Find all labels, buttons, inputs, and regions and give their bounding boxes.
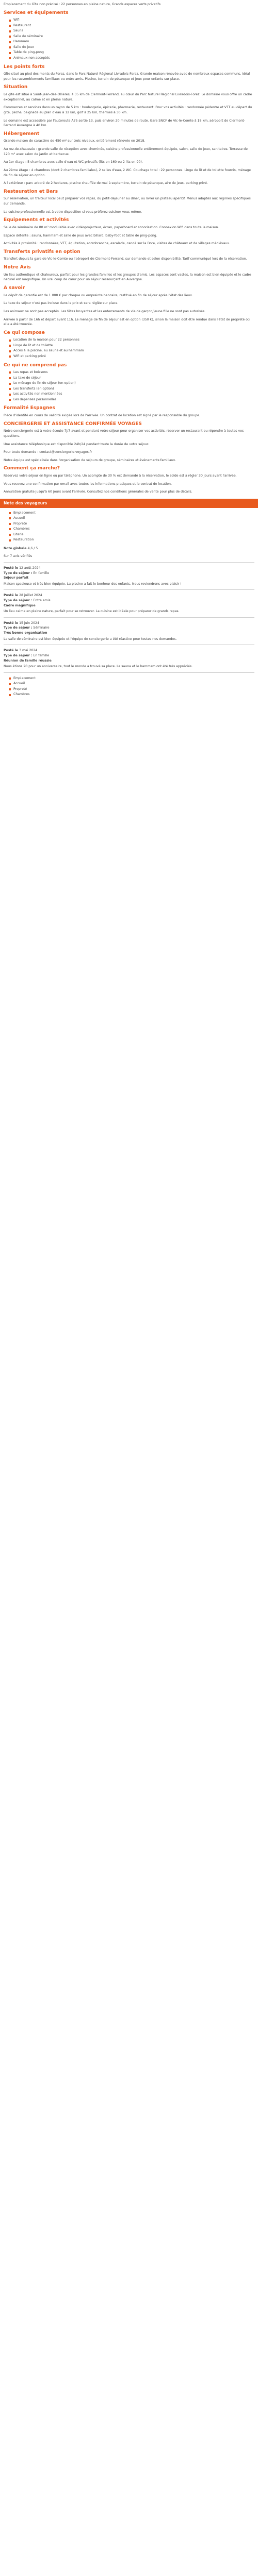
ne-comprend-pas-title: Ce qui ne comprend pas bbox=[4, 362, 67, 368]
bullet-icon bbox=[9, 350, 11, 352]
bullet-icon bbox=[9, 345, 11, 347]
equipements-title: Equipements et activités bbox=[4, 217, 69, 223]
a-savoir-p2: La taxe de séjour n'est pas incluse dans le prix et sera réglée sur place. bbox=[4, 301, 119, 306]
bullet-icon bbox=[9, 371, 11, 374]
bullet-icon bbox=[9, 694, 11, 696]
bullet-icon bbox=[9, 52, 11, 54]
hebergement-p3: Au 1er étage : 5 chambres avec salle d'eau et WC privatifs (lits en 160 ou 2 lits en 90). bbox=[4, 160, 143, 164]
restauration-p1: Sur réservation, un traiteur local peut préparer vos repas, du petit-déjeuner au dîner, ou livrer un plateau apéritif. Menus adaptés aux régimes spécifiques sur demande. bbox=[4, 197, 251, 206]
criteria-item: Emplacement bbox=[9, 676, 254, 682]
equipements-p3: Activités à proximité : randonnées, VTT, équitation, accrobranche, escalade, canoë sur la Dore, visites de châteaux et de villages médiévaux. bbox=[4, 242, 230, 246]
criteria-item: Literie bbox=[9, 532, 254, 538]
bullet-icon bbox=[9, 394, 11, 396]
ne-comprend-pas-item: Le ménage de fin de séjour (en option) bbox=[9, 381, 254, 386]
ne-comprend-pas-item: Les repas et boissons bbox=[9, 370, 254, 376]
hebergement-p2: Au rez-de-chaussée : grande salle de réception avec cheminée, cuisine professionnelle entièrement équipée, salon, salle de jeux, sanitaires. Terrasse de 120 m² avec salon de jardin et barbecue. bbox=[4, 147, 248, 156]
criteria-item: Chambres bbox=[9, 692, 254, 698]
services-title: Services et équipements bbox=[4, 10, 69, 15]
review-comment: Maison spacieuse et très bien équipée. La piscine a fait le bonheur des enfants. Nous reviendrons avec plaisir ! bbox=[4, 582, 182, 586]
transferts-title: Transferts privatifs en option bbox=[4, 249, 80, 255]
conciergerie-p4: Notre équipe est spécialisée dans l'organisation de séjours de groupe, séminaires et événements familiaux. bbox=[4, 458, 176, 462]
review-item: Posté le 12 août 2024 Type de séjour : En famille Séjour parfait Maison spacieuse et très bien équipée. La piscine a fait le bonheur des enfants. Nous reviendrons avec plaisir ! bbox=[4, 566, 254, 586]
divider bbox=[4, 617, 254, 618]
situation-p1: Le gîte est situé à Saint-Jean-des-Ollières, à 35 km de Clermont-Ferrand, au cœur du Parc Naturel Régional Livradois-Forez. Le domaine vous offre un cadre exceptionnel, au calme et en pleine nature. bbox=[4, 93, 252, 101]
bullet-icon bbox=[9, 399, 11, 401]
comment-p3: Annulation gratuite jusqu'à 60 jours avant l'arrivée. Consultez nos conditions générales de vente pour plus de détails. bbox=[4, 490, 192, 494]
transferts-p1: Transfert depuis la gare de Vic-le-Comte ou l'aéroport de Clermont-Ferrand, sur demande et selon disponibilité. Tarif communiqué lors de la réservation. bbox=[4, 257, 247, 261]
divider bbox=[4, 672, 254, 673]
hebergement-title: Hébergement bbox=[4, 131, 40, 137]
conciergerie-title: CONCIERGERIE ET ASSISTANCE CONFIRMÉE VOYAGES bbox=[4, 421, 142, 427]
bullet-icon bbox=[9, 688, 11, 690]
notes-content bbox=[0, 511, 258, 698]
hebergement-p5: À l'extérieur : parc arboré de 2 hectares, piscine chauffée de mai à septembre, terrain de pétanque, aire de jeux, parking privé. bbox=[4, 181, 208, 185]
review-type: En famille bbox=[33, 653, 50, 657]
services-item: Salle de séminaire bbox=[9, 34, 254, 40]
conciergerie-p3: Pour toute demande : contact@conciergerie-voyages.fr bbox=[4, 450, 92, 454]
bullet-icon bbox=[9, 512, 11, 514]
bullet-icon bbox=[9, 355, 11, 358]
situation-p3: Le domaine est accessible par l'autoroute A75 sortie 13, puis environ 20 minutes de route. Gare SNCF de Vic-le-Comte à 18 km, aéroport de Clermont-Ferrand Auvergne à 40 km. bbox=[4, 118, 245, 128]
bullet-icon bbox=[9, 388, 11, 390]
bullet-icon bbox=[9, 539, 11, 541]
services-item: Hammam bbox=[9, 39, 254, 45]
bullet-icon bbox=[9, 30, 11, 32]
review-title: Très bonne organisation bbox=[4, 631, 47, 635]
formalite-title: Formalité Espagnes bbox=[4, 405, 55, 411]
conciergerie-p2: Une assistance téléphonique est disponible 24h/24 pendant toute la durée de votre séjour. bbox=[4, 442, 149, 446]
review-comment: Un lieu calme en pleine nature, parfait pour se retrouver. La cuisine est idéale pour préparer de grands repas. bbox=[4, 609, 180, 614]
a-savoir-p4: Arrivée à partir de 16h et départ avant 11h. Le ménage de fin de séjour est en option (350 €), sinon la maison doit être rendue dans l'état de propreté où elle a été trouvée. bbox=[4, 317, 250, 327]
formalite-p1: Pièce d'identité en cours de validité exigée lors de l'arrivée. Un contrat de location est signé par le responsable du groupe. bbox=[4, 414, 200, 418]
criteria-item: Accueil bbox=[9, 516, 254, 521]
review-item: Posté le 15 juin 2024 Type de séjour : Séminaire Très bonne organisation La salle de séminaire est bien équipée et l'équipe de conciergerie a été réactive pour toutes nos demandes. bbox=[4, 621, 254, 641]
page bbox=[0, 2, 258, 703]
criteria-item: Accueil bbox=[9, 681, 254, 687]
divider bbox=[4, 562, 254, 563]
ne-comprend-pas-item: Les activités non mentionnées bbox=[9, 392, 254, 397]
review-type: Entre amis bbox=[33, 599, 51, 603]
equipements-p2: Espace détente : sauna, hammam et salle de jeux avec billard, baby-foot et table de ping-pong. bbox=[4, 233, 157, 238]
bullet-icon bbox=[9, 517, 11, 519]
review-count: Sur 7 avis vérifiés bbox=[4, 554, 33, 558]
bullet-icon bbox=[9, 25, 11, 27]
criteria-item: Propreté bbox=[9, 521, 254, 527]
compose-item: Linge de lit et de toilette bbox=[9, 343, 254, 349]
criteria-item: Restauration bbox=[9, 537, 254, 543]
services-item: Sauna bbox=[9, 28, 254, 34]
a-savoir-p1: Le dépôt de garantie est de 1 000 € par chèque ou empreinte bancaire, restitué en fin de séjour après l'état des lieux. bbox=[4, 293, 193, 297]
review-type: En famille bbox=[33, 571, 50, 575]
services-item: Table de ping-pong bbox=[9, 50, 254, 56]
points-forts-body: Gîte situé au pied des monts du Forez, dans le Parc Naturel Régional Livradois-Forez. Grande maison rénovée avec de nombreux espaces communs, idéal pour les rassemblements familiaux ou entre amis. Piscine, terrain de pétanque et jeux pour enfants sur place. bbox=[4, 72, 250, 81]
global-score bbox=[4, 546, 254, 551]
services-item: Salle de jeux bbox=[9, 45, 254, 50]
review-date: 3 mai 2024 bbox=[19, 649, 38, 653]
compose-item: Accès à la piscine, au sauna et au hammam bbox=[9, 348, 254, 354]
global-score-label: Note globale bbox=[4, 546, 27, 550]
hebergement-p4: Au 2ème étage : 4 chambres (dont 2 chambres familiales), 2 salles d'eau, 2 WC. Couchage total : 22 personnes. Linge de lit et de toilette fournis, ménage de fin de séjour en option. bbox=[4, 168, 251, 177]
notes-header-bar: Note des voyageurs bbox=[0, 499, 258, 508]
restauration-p2: La cuisine professionnelle est à votre disposition si vous préférez cuisiner vous-même. bbox=[4, 210, 142, 214]
bullet-icon bbox=[9, 528, 11, 530]
review-type: Séminaire bbox=[33, 626, 50, 630]
criteria-item: Chambres bbox=[9, 527, 254, 532]
criteria-item: Propreté bbox=[9, 687, 254, 692]
a-savoir-title: A savoir bbox=[4, 285, 25, 291]
compose-item: Location de la maison pour 22 personnes bbox=[9, 337, 254, 343]
review-item: Posté le 3 mai 2024 Type de séjour : En famille Réunion de famille réussie Nous étions 20 pour un anniversaire, tout le monde a trouvé sa place. Le sauna et le hammam ont été très appréciés. bbox=[4, 648, 254, 669]
notes-criteria-list bbox=[4, 511, 254, 543]
services-list bbox=[4, 18, 254, 61]
bullet-icon bbox=[9, 377, 11, 379]
comment-p2: Vous recevez une confirmation par email avec toutes les informations pratiques et le contrat de location. bbox=[4, 482, 172, 486]
points-forts-title: Les points forts bbox=[4, 64, 45, 70]
services-item: Restaurant bbox=[9, 23, 254, 29]
notre-avis-p1: Un lieu authentique et chaleureux, parfait pour les grandes familles et les groupes d'amis. Les espaces sont vastes, la maison est bien équipée et le cadre naturel est magnifique. Un vrai coup de cœur pour un séjour ressourçant en Auvergne. bbox=[4, 273, 251, 282]
restauration-title: Restauration et Bars bbox=[4, 189, 58, 194]
ne-comprend-pas-item: Les dépenses personnelles bbox=[9, 397, 254, 403]
bullet-icon bbox=[9, 683, 11, 685]
compose-item: Wifi et parking privé bbox=[9, 354, 254, 360]
bullet-icon bbox=[9, 20, 11, 22]
criteria-item: Emplacement bbox=[9, 511, 254, 516]
comment-p1: Réservez votre séjour en ligne ou par téléphone. Un acompte de 30 % est demandé à la réservation, le solde est à régler 30 jours avant l'arrivée. bbox=[4, 474, 237, 478]
review-date: 12 août 2024 bbox=[19, 566, 41, 570]
review-date: 15 juin 2024 bbox=[19, 621, 39, 625]
bullet-icon bbox=[9, 677, 11, 680]
bullet-icon bbox=[9, 46, 11, 48]
review-item: Posté le 28 juillet 2024 Type de séjour : Entre amis Cadre magnifique Un lieu calme en pleine nature, parfait pour se retrouver. La cuisine est idéale pour préparer de grands repas. bbox=[4, 593, 254, 614]
review-title: Cadre magnifique bbox=[4, 603, 36, 607]
ne-comprend-pas-list bbox=[4, 370, 254, 402]
notre-avis-title: Notre Avis bbox=[4, 265, 31, 270]
situation-title: Situation bbox=[4, 84, 28, 90]
bullet-icon bbox=[9, 523, 11, 525]
review-date: 28 juillet 2024 bbox=[19, 594, 42, 598]
ne-comprend-pas-item: La taxe de séjour bbox=[9, 376, 254, 381]
review-comment: La salle de séminaire est bien équipée et l'équipe de conciergerie a été réactive pour toutes nos demandes. bbox=[4, 637, 177, 641]
bullet-icon bbox=[9, 41, 11, 43]
bullet-icon bbox=[9, 340, 11, 342]
services-item: Wifi bbox=[9, 18, 254, 23]
services-item: Animaux non acceptés bbox=[9, 56, 254, 61]
equipements-p1: Salle de séminaire de 80 m² modulable avec vidéoprojecteur, écran, paperboard et sonorisation. Connexion Wifi dans toute la maison. bbox=[4, 225, 219, 229]
conciergerie-p1: Notre conciergerie est à votre écoute 7j/7 avant et pendant votre séjour pour organiser vos activités, réserver un restaurant ou répondre à toutes vos questions. bbox=[4, 429, 244, 438]
intro-text: Emplacement du Gîte non précisé : 22 personnes en pleine nature, Grands espaces verts privatifs bbox=[4, 3, 161, 6]
bullet-icon bbox=[9, 534, 11, 536]
bullet-icon bbox=[9, 36, 11, 38]
review-title: Réunion de famille réussie bbox=[4, 658, 52, 663]
bullet-icon bbox=[9, 57, 11, 59]
global-score-value: 4,6 / 5 bbox=[27, 546, 38, 550]
bullet-icon bbox=[9, 383, 11, 385]
compose-list bbox=[4, 337, 254, 359]
footer-criteria-list bbox=[4, 676, 254, 698]
ne-comprend-pas-item: Les transferts (en option) bbox=[9, 386, 254, 392]
situation-p2: Commerces et services dans un rayon de 5 km : boulangerie, épicerie, pharmacie, restaurant. Pour vos activités : randonnée pédestre et VTT au départ du gîte, pêche, baignade au plan d'eau à 12 km, golf à 25 km, thermes à 30 km. bbox=[4, 106, 252, 114]
content bbox=[0, 2, 258, 495]
divider bbox=[4, 589, 254, 590]
ce-qui-compose-title: Ce qui compose bbox=[4, 330, 45, 335]
review-title: Séjour parfait bbox=[4, 576, 29, 580]
review-comment: Nous étions 20 pour un anniversaire, tout le monde a trouvé sa place. Le sauna et le hammam ont été très appréciés. bbox=[4, 665, 193, 669]
hebergement-p1: Grande maison de caractère de 450 m² sur trois niveaux, entièrement rénovée en 2018. bbox=[4, 139, 146, 143]
a-savoir-p3: Les animaux ne sont pas acceptés. Les fêtes bruyantes et les enterrements de vie de garçon/jeune fille ne sont pas autorisés. bbox=[4, 309, 206, 313]
comment-title: Comment ça marche? bbox=[4, 466, 60, 471]
